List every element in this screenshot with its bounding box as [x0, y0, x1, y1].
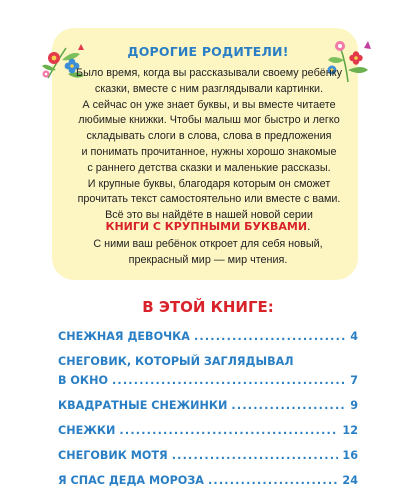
- letter-line: Было время, когда вы рассказывали своему ребёнку: [76, 67, 342, 79]
- toc-leader-dots: [231, 399, 346, 412]
- letter-line: И крупные буквы, благодаря которым он сможет: [87, 177, 331, 190]
- toc-entry-title: СНЕЖКИ: [58, 424, 116, 437]
- letter-line: Всё это вы найдёте в нашей новой серии: [105, 209, 313, 222]
- toc-entry-title: Я СПАС ДЕДА МОРОЗА: [58, 474, 204, 487]
- letter-line: А сейчас он уже знает буквы, и вы вместе читаете: [82, 98, 336, 111]
- toc-entry-title: КВАДРАТНЫЕ СНЕЖИНКИ: [58, 399, 228, 412]
- toc-entry-title: СНЕГОВИК МОТЯ: [58, 449, 168, 462]
- toc-page-number: 4: [350, 330, 358, 343]
- series-title-text: КНИГИ С КРУПНЫМИ БУКВАМИ: [105, 220, 308, 233]
- letter-closing: [70, 237, 346, 269]
- toc-leader-dots: [112, 374, 346, 387]
- series-title-period: .: [307, 220, 311, 233]
- letter-line: любимые книжки. Чтобы малыш мог быстро и легко: [78, 114, 340, 127]
- letter-line: прочитать текст самостоятельно или вместе с вами.: [77, 193, 341, 206]
- toc-entry[interactable]: [58, 330, 358, 349]
- table-of-contents: [58, 330, 358, 499]
- letter-line: и понимать прочитанное, нужны хорошо знакомые: [81, 145, 337, 158]
- toc-leader-dots: [172, 449, 339, 462]
- toc-entry[interactable]: [58, 424, 358, 443]
- toc-entry-title-line2: В ОКНО: [58, 374, 108, 387]
- toc-page-number: 16: [342, 449, 358, 462]
- toc-leader-dots: [194, 330, 346, 343]
- letter-line: сказки, вместе с ним разглядывали картинки.: [94, 82, 324, 95]
- toc-entry-title: СНЕЖНАЯ ДЕВОЧКА: [58, 330, 190, 343]
- series-title: [0, 220, 416, 233]
- letter-body: [66, 66, 352, 224]
- letter-heading: ДОРОГИЕ РОДИТЕЛИ!: [127, 44, 289, 59]
- closing-line: С ними ваш ребёнок откроет для себя новый,: [93, 238, 323, 250]
- toc-page-number: 7: [350, 374, 358, 387]
- letter-line: складывать слоги в слова, слова в предложения: [86, 130, 332, 143]
- toc-leader-dots: [208, 474, 338, 487]
- toc-page-number: 24: [342, 474, 358, 487]
- toc-page-number: 9: [350, 399, 358, 412]
- toc-entry[interactable]: [58, 449, 358, 468]
- letter-line: с раннего детства сказки и маленькие рассказы.: [87, 161, 331, 174]
- toc-entry[interactable]: [58, 355, 358, 393]
- toc-leader-dots: [119, 424, 338, 437]
- contents-title: В ЭТОЙ КНИГЕ:: [142, 298, 274, 316]
- toc-entry[interactable]: [58, 474, 358, 493]
- toc-entry[interactable]: [58, 399, 358, 418]
- toc-entry-title-continued: [58, 374, 358, 393]
- toc-entry-title: СНЕГОВИК, КОТОРЫЙ ЗАГЛЯДЫВАЛ: [58, 355, 294, 368]
- toc-page-number: 12: [342, 424, 358, 437]
- closing-line: прекрасный мир — мир чтения.: [128, 253, 288, 266]
